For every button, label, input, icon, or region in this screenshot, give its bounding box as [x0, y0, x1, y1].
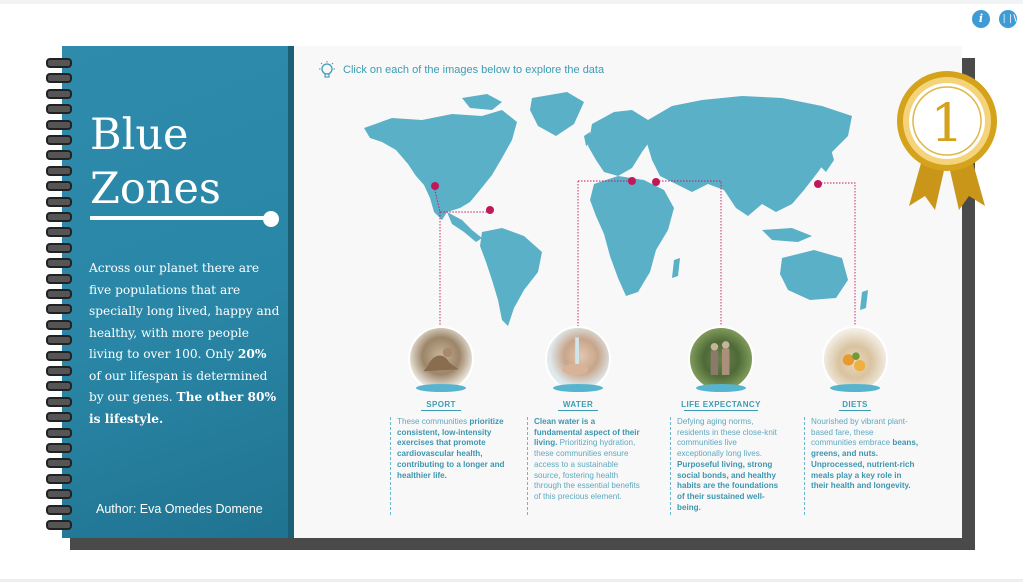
intro-part-1: Across our planet there are five populations that are specially long lived, happy and healthy, with more people living to over 100. Only: [89, 261, 280, 361]
spiral-ring: [46, 274, 72, 282]
sport-underline: [421, 410, 461, 411]
hint-text: Click on each of the images below to explore the data: [343, 64, 605, 76]
spiral-ring-shape: [46, 120, 72, 130]
spiral-ring-shape: [46, 458, 72, 468]
sport-desc-bold: prioritize consistent, low-intensity exercises that promote cardiovascular health, contributing to a longer and healthier life.: [397, 417, 505, 480]
spiral-ring: [46, 181, 72, 189]
spiral-ring-shape: [46, 304, 72, 314]
marker-ikaria: [652, 178, 660, 186]
spiral-ring: [46, 412, 72, 420]
marker-nicoya: [486, 206, 494, 214]
spiral-ring-shape: [46, 505, 72, 515]
spiral-ring-shape: [46, 474, 72, 484]
spiral-ring-shape: [46, 412, 72, 422]
spiral-ring-shape: [46, 381, 72, 391]
sport-description: [390, 417, 505, 515]
spiral-ring-shape: [46, 274, 72, 284]
new-zealand: [860, 290, 868, 310]
diets-photo: [822, 326, 888, 392]
spiral-ring: [46, 474, 72, 482]
spiral-ring: [46, 520, 72, 528]
world-map[interactable]: [352, 80, 872, 330]
madagascar: [672, 258, 680, 278]
spiral-ring: [46, 397, 72, 405]
title-line-1: Blue: [90, 110, 189, 160]
spiral-ring-shape: [46, 397, 72, 407]
spiral-ring: [46, 73, 72, 81]
spiral-ring: [46, 89, 72, 97]
sport-wave: [416, 384, 466, 392]
title-line-2: Zones: [90, 164, 221, 214]
diets-label[interactable]: DIETS: [842, 400, 868, 409]
asia: [646, 96, 852, 216]
africa: [590, 176, 674, 296]
marker-loma-linda: [431, 182, 439, 190]
spiral-ring-shape: [46, 335, 72, 345]
south-america: [480, 228, 542, 326]
water-photo: [545, 326, 611, 392]
spiral-ring: [46, 243, 72, 251]
intro-bold-2: The other 80% is lifestyle.: [89, 390, 277, 426]
spiral-ring-shape: [46, 73, 72, 83]
water-image-button[interactable]: [545, 326, 611, 392]
spiral-ring: [46, 289, 72, 297]
water-label[interactable]: WATER: [562, 400, 594, 409]
spiral-ring: [46, 335, 72, 343]
spiral-ring: [46, 443, 72, 451]
author: Author: Eva Omedes Domene: [96, 502, 263, 516]
spiral-ring: [46, 320, 72, 328]
central-america: [447, 212, 482, 242]
spiral-ring-shape: [46, 197, 72, 207]
spiral-ring: [46, 351, 72, 359]
indonesia: [762, 228, 812, 242]
sport-desc-1: These communities: [397, 417, 470, 426]
diets-desc-bold-2: Unprocessed, nutrient-rich meals play a key role in their health and longevity.: [811, 459, 915, 491]
intro-text: [89, 258, 281, 430]
spiral-ring-shape: [46, 89, 72, 99]
life-expectancy-label[interactable]: LIFE EXPECTANCY: [681, 400, 761, 409]
greenland: [530, 92, 584, 136]
spiral-ring: [46, 120, 72, 128]
spiral-ring-shape: [46, 366, 72, 376]
diets-desc-bold-1: beans, greens, and nuts.: [811, 438, 919, 459]
diets-description: [804, 417, 919, 515]
intro-bold-1: 20%: [237, 347, 267, 361]
spiral-ring-shape: [46, 181, 72, 191]
spiral-ring: [46, 458, 72, 466]
spiral-ring: [46, 428, 72, 436]
top-bar: [0, 0, 1023, 4]
spiral-ring-shape: [46, 104, 72, 114]
medal-badge: [895, 66, 999, 216]
info-icon[interactable]: i: [972, 10, 990, 28]
spiral-ring: [46, 366, 72, 374]
spiral-ring: [46, 304, 72, 312]
diets-desc-1: Nourished by vibrant plant-based fare, these communities embrace: [811, 417, 908, 448]
life-expectancy-underline: [684, 410, 758, 411]
spiral-ring-shape: [46, 212, 72, 222]
life-expectancy-image-button[interactable]: [688, 326, 754, 392]
spiral-ring: [46, 197, 72, 205]
life-desc-1: Defying aging norms, residents in these close-knit communities live exceptionally long lives.: [677, 417, 777, 459]
spiral-ring: [46, 505, 72, 513]
title-underline-dot: [263, 211, 279, 227]
spiral-ring: [46, 135, 72, 143]
spiral-ring: [46, 212, 72, 220]
arctic-islands: [462, 94, 502, 110]
spiral-ring: [46, 166, 72, 174]
spiral-ring-shape: [46, 443, 72, 453]
marker-okinawa: [814, 180, 822, 188]
water-description: [527, 417, 642, 515]
sport-photo: [408, 326, 474, 392]
library-icon[interactable]: ❘❘\: [999, 10, 1017, 28]
life-desc-bold: Purposeful living, strong social bonds, and healthy habits are the foundations of their sustained well-being.: [677, 459, 779, 512]
australia: [780, 250, 848, 300]
spiral-ring-shape: [46, 520, 72, 530]
spiral-ring: [46, 489, 72, 497]
water-desc-2: Prioritizing hydration, these communities ensure access to a sustainable source, fostering health through the essential benefits of this precious element.: [534, 438, 640, 501]
marker-sardinia: [628, 177, 636, 185]
spiral-ring-shape: [46, 58, 72, 68]
life-expectancy-description: [670, 417, 785, 515]
spiral-ring-shape: [46, 289, 72, 299]
diets-wave: [830, 384, 880, 392]
water-desc-bold: Clean water is a fundamental aspect of their living.: [534, 417, 640, 448]
north-america: [364, 110, 517, 220]
spiral-ring: [46, 104, 72, 112]
sport-label[interactable]: SPORT: [426, 400, 456, 409]
spiral-ring-shape: [46, 227, 72, 237]
life-expectancy-wave: [696, 384, 746, 392]
life-expectancy-photo: [688, 326, 754, 392]
diets-underline: [839, 410, 871, 411]
water-underline: [558, 410, 598, 411]
medal-number: 1: [930, 94, 964, 154]
spiral-ring-shape: [46, 351, 72, 361]
europe: [588, 110, 652, 176]
spiral-ring-shape: [46, 166, 72, 176]
intro-part-2: of our lifespan is determined by our genes.: [89, 368, 268, 404]
title-underline: [90, 216, 270, 220]
spiral-ring: [46, 150, 72, 158]
lightbulb-icon: [317, 60, 337, 80]
spiral-ring: [46, 258, 72, 266]
diets-image-button[interactable]: [822, 326, 888, 392]
spiral-ring: [46, 58, 72, 66]
spiral-ring: [46, 381, 72, 389]
spiral-ring-shape: [46, 489, 72, 499]
spiral-ring-shape: [46, 258, 72, 268]
page-title: [90, 108, 221, 216]
water-wave: [553, 384, 603, 392]
spiral-ring-shape: [46, 428, 72, 438]
spiral-ring-shape: [46, 320, 72, 330]
spiral-ring: [46, 227, 72, 235]
sport-image-button[interactable]: [408, 326, 474, 392]
spiral-ring-shape: [46, 243, 72, 253]
spiral-ring-shape: [46, 150, 72, 160]
spiral-ring-shape: [46, 135, 72, 145]
